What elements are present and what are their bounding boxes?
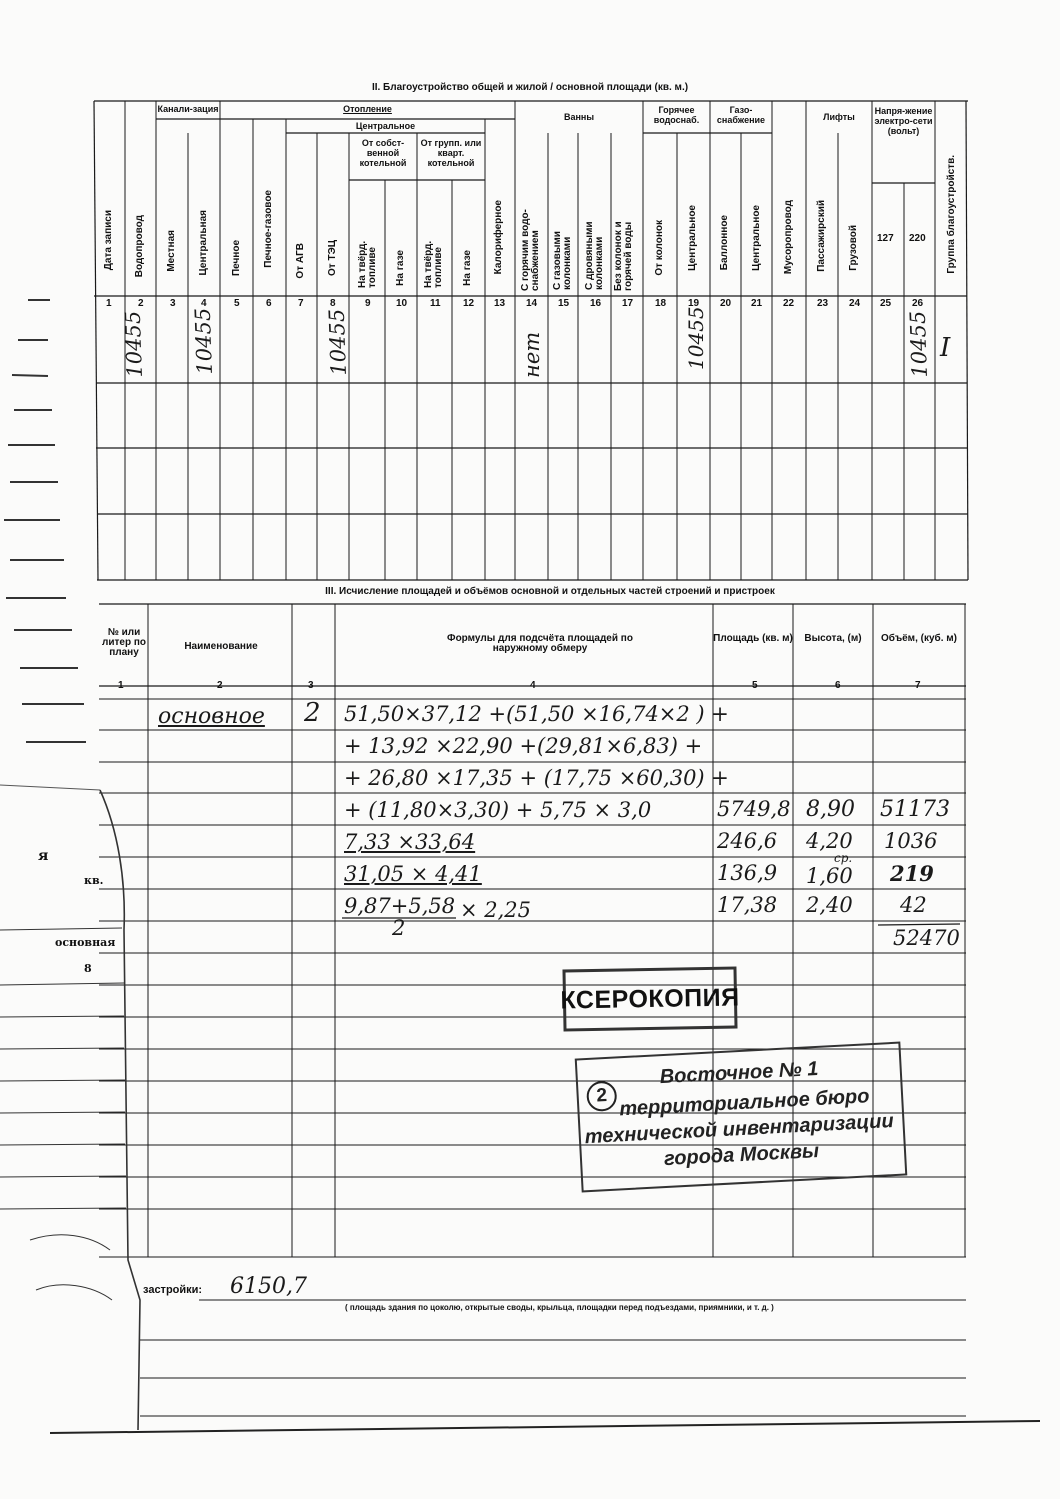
- col-gaz-1: На газе: [395, 250, 406, 286]
- num-21: 21: [751, 298, 763, 309]
- header-ot-grupp: От групп. или кварт. котельной: [420, 138, 482, 168]
- bottom-label: застройки:: [143, 1284, 203, 1296]
- num-14: 14: [526, 298, 538, 309]
- num-2: 2: [138, 298, 144, 309]
- num-1: 1: [106, 298, 112, 309]
- n3-6: 6: [835, 680, 841, 691]
- underpage-fragment-4: 8: [84, 962, 92, 975]
- header-gazo: Газо-снабжение: [716, 105, 766, 125]
- num-20: 20: [720, 298, 732, 309]
- n3-3: 3: [308, 680, 314, 691]
- entry-tsentralnaya: 10455: [190, 307, 217, 375]
- num-16: 16: [590, 298, 602, 309]
- height-4: 2,40: [806, 893, 853, 917]
- bottom-value: 6150,7: [230, 1274, 307, 1299]
- formula-line-4: + (11,80×3,30) + 5,75 × 3,0: [344, 798, 652, 822]
- col-ballonnoe: Баллонное: [719, 215, 730, 271]
- row-col3: 2: [304, 698, 321, 728]
- height-3: 1,60: [806, 864, 853, 888]
- underpage-fragment-3: основная: [55, 936, 116, 949]
- volume-total: 52470: [893, 926, 960, 950]
- col-vodoprovod: Водопровод: [134, 215, 145, 278]
- col-s-gor-vodosn: С горячим водо-снабжением: [520, 209, 541, 291]
- formula-line-7: 9,87+5,58: [344, 894, 456, 918]
- col-passazhirskiy: Пассажирский: [816, 200, 827, 272]
- col-gaz-2: На газе: [462, 250, 473, 286]
- num-26: 26: [912, 298, 924, 309]
- n3-2: 2: [217, 680, 223, 691]
- col-s-drov-kolonkami: С дровяными колонками: [584, 221, 605, 290]
- formula-line-9: × 2,25: [460, 898, 532, 922]
- h3-formuly: Формулы для подсчёта площадей по наружному обмеру: [447, 633, 633, 654]
- volume-2: 1036: [884, 829, 938, 853]
- formula-line-1: 51,50×37,12 +(51,50 ×16,74×2 ) +: [344, 702, 729, 726]
- col-tsentralnoe-gv: Центральное: [687, 205, 698, 271]
- num-6: 6: [266, 298, 272, 309]
- bureau-line-2: территориальное бюро: [618, 1085, 870, 1121]
- bureau-number: 2: [586, 1080, 618, 1112]
- underpage-fragment-2: кв.: [84, 874, 104, 887]
- h3-obem: Объём, (куб. м): [881, 633, 957, 644]
- underpage-fragment-1: я: [38, 848, 49, 864]
- section3-title: III. Исчисление площадей и объёмов основной и отдельных частей строений и пристроек: [325, 586, 775, 597]
- h3-nomer: № или литер по плану: [102, 627, 146, 658]
- volume-1: 51173: [880, 797, 950, 822]
- header-goryachee: Горячее водоснаб.: [653, 105, 700, 125]
- formula-line-8: 2: [392, 916, 406, 940]
- col-pechnoe: Печное: [231, 240, 242, 277]
- num-9: 9: [365, 298, 371, 309]
- entry-vodoprovod: 10455: [120, 310, 147, 378]
- formula-line-6: 31,05 × 4,41: [344, 862, 482, 886]
- entry-ot-tets: 10455: [324, 308, 351, 376]
- col-220: 220: [909, 233, 926, 244]
- area-2: 246,6: [717, 829, 778, 853]
- col-ot-agv: От АГВ: [295, 243, 306, 279]
- h3-vysota: Высота, (м): [804, 633, 862, 644]
- col-tsentralnoe-gaz: Центральное: [751, 205, 762, 271]
- bureau-line-3: технической инвентаризации: [584, 1110, 895, 1149]
- col-pechnoe-gazovoe: Печное-газовое: [263, 190, 274, 268]
- entry-s-goryachim: нет: [520, 331, 544, 378]
- formula-line-5: 7,33 ×33,64: [344, 830, 476, 854]
- h3-ploshchad: Площадь (кв. м): [713, 633, 793, 644]
- col-mestnaya: Местная: [166, 230, 177, 272]
- col-127: 127: [877, 233, 894, 244]
- num-23: 23: [817, 298, 829, 309]
- num-5: 5: [234, 298, 240, 309]
- header-napryazhenie: Напря-жение электро-сети (вольт): [874, 106, 933, 136]
- bureau-line-4: города Москвы: [663, 1139, 820, 1171]
- num-17: 17: [622, 298, 634, 309]
- n3-5: 5: [752, 680, 758, 691]
- num-11: 11: [430, 298, 441, 309]
- num-19: 19: [688, 298, 700, 309]
- height-note: ср.: [834, 851, 853, 865]
- section2-title: II. Благоустройство общей и жилой / основной площади (кв. м.): [371, 82, 689, 93]
- col-gruzovoy: Грузовой: [848, 225, 859, 271]
- col-kaloriferoe: Калориферное: [493, 200, 504, 275]
- xerocopy-stamp: КСЕРОКОПИЯ: [562, 966, 737, 1031]
- col-bez-kolonok: Без колонок и горячей воды: [613, 221, 634, 291]
- num-18: 18: [655, 298, 667, 309]
- entry-tsentralnoe-gv: 10455: [684, 306, 708, 370]
- formula-line-2: + 13,92 ×22,90 +(29,81×6,83) +: [344, 734, 703, 758]
- height-1: 8,90: [806, 797, 855, 822]
- col-data-zapisi: Дата записи: [103, 210, 114, 271]
- header-otoplenie: Отопление: [343, 104, 392, 114]
- formula-line-3: + 26,80 ×17,35 + (17,75 ×60,30) +: [344, 766, 729, 790]
- col-ot-kolonok: От колонок: [654, 220, 665, 276]
- entry-220: 10455: [905, 310, 932, 378]
- num-7: 7: [298, 298, 304, 309]
- row-naimenovanie: основное: [158, 704, 265, 729]
- num-12: 12: [463, 298, 475, 309]
- header-vanny: Ванны: [563, 112, 595, 122]
- h3-naimenovanie: Наименование: [184, 641, 258, 652]
- header-tsentralnoe: Центральное: [355, 121, 416, 131]
- col-ot-tets: От ТЭЦ: [327, 240, 338, 276]
- num-13: 13: [494, 298, 506, 309]
- n3-4: 4: [530, 680, 536, 691]
- header-kanalizatsiya: Канали-зация: [157, 104, 219, 114]
- num-24: 24: [849, 298, 861, 309]
- bureau-stamp: [575, 1042, 908, 1193]
- col-tsentralnaya: Центральная: [198, 210, 209, 276]
- col-gruppa: Группа благоустройств.: [946, 155, 957, 274]
- bottom-note: ( площадь здания по цоколю, открытые своды, крыльца, площадки перед подъездами, приямники, и т. д. ): [345, 1303, 774, 1312]
- bureau-line-1: Восточное № 1: [659, 1057, 819, 1089]
- area-3: 136,9: [717, 861, 778, 885]
- height-2: 4,20: [806, 829, 853, 853]
- header-lifty: Лифты: [823, 112, 855, 122]
- num-3: 3: [170, 298, 176, 309]
- area-4: 17,38: [717, 893, 778, 917]
- num-22: 22: [783, 298, 795, 309]
- col-s-gaz-kolonkami: С газовыми колонками: [552, 231, 573, 290]
- num-4: 4: [201, 298, 207, 309]
- header-ot-sobst: От собст-венной котельной: [359, 138, 407, 168]
- col-tverd-1: На твёрд. топливе: [357, 240, 378, 288]
- area-1: 5749,8: [717, 797, 791, 821]
- num-8: 8: [330, 298, 336, 309]
- num-10: 10: [396, 298, 408, 309]
- col-musoroprovod: Мусоропровод: [783, 200, 794, 275]
- n3-7: 7: [915, 680, 921, 691]
- col-tverd-2: На твёрд. топливе: [423, 240, 444, 288]
- num-15: 15: [558, 298, 570, 309]
- volume-3: 219: [890, 861, 934, 886]
- num-25: 25: [880, 298, 892, 309]
- n3-1: 1: [118, 680, 124, 691]
- entry-gruppa: I: [940, 333, 951, 363]
- volume-4: 42: [900, 893, 927, 917]
